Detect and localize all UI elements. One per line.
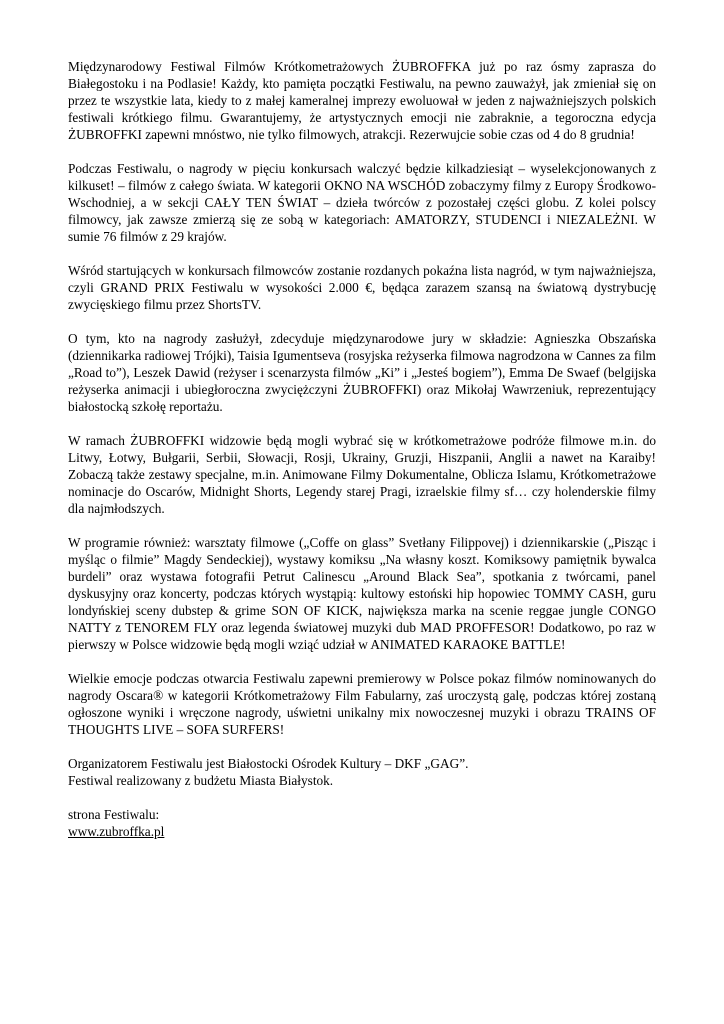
paragraph-jury: O tym, kto na nagrody zasłużył, zdecyduje międzynarodowe jury w składzie: Agnieszka Obszańska (dziennikarka radiowej Trójki), Taisia Igumentseva (rosyjska reżyserka filmowa nagrodzona w Cannes za film „Road to”), Leszek Dawid (reżyser i scenarzysta filmów „Ki” i „Jesteś bogiem”), Emma De Swaef (belgijska reżyserka animacji i ubiegłoroczna zwyciężczyni ŻUBROFFKI) oraz Mikołaj Wawrzeniuk, reprezentujący białostocką szkołę reportażu.	[68, 331, 656, 414]
paragraph-awards: Wśród startujących w konkursach filmowców zostanie rozdanych pokaźna lista nagród, w tym najważniejsza, czyli GRAND PRIX Festiwalu w wysokości 2.000 €, będąca zarazem szansą na światową dystrybucję zwycięskiego filmu przez ShortsTV.	[68, 263, 656, 312]
paragraph-festival-intro: Międzynarodowy Festiwal Filmów Krótkometrażowych ŻUBROFFKA już po raz ósmy zaprasza do Białegostoku i na Podlasie! Każdy, kto pamięta początki Festiwalu, na pewno zauważył, jak zmieniał się on przez te wszystkie lata, kiedy to z małej kameralnej imprezy ewoluował w jeden z najważniejszych polskich festiwali krótkiego filmu. Gwarantujemy, że artystycznych emocji nie zabraknie, a tegoroczna edycja ŻUBROFFKI zapewni mnóstwo, nie tylko filmowych, atrakcji. Rezerwujcie sobie czas od 4 do 8 grudnia!	[68, 59, 656, 142]
festival-website-link[interactable]: www.zubroffka.pl	[68, 824, 165, 839]
paragraph-competitions: Podczas Festiwalu, o nagrody w pięciu konkursach walczyć będzie kilkadziesiąt – wyselekcjonowanych z kilkuset! – filmów z całego świata. W kategorii OKNO NA WSCHÓD zobaczymy filmy z Europy Środkowo-Wschodniej, a w sekcji CAŁY TEN ŚWIAT – dzieła twórców z pozostałej części globu. Z kolei polscy filmowcy, jak zawsze zmierzą się ze sobą w kategoriach: AMATORZY, STUDENCI i NIEZALEŻNI. W sumie 76 filmów z 29 krajów.	[68, 161, 656, 244]
paragraph-film-journeys: W ramach ŻUBROFFKI widzowie będą mogli wybrać się w krótkometrażowe podróże filmowe m.in. do Litwy, Łotwy, Bułgarii, Serbii, Słowacji, Rosji, Ukrainy, Gruzji, Hiszpanii, Anglii a nawet na Karaiby! Zobaczą także zestawy specjalne, m.in. Animowane Filmy Dokumentalne, Oblicza Islamu, Krótkometrażowe nominacje do Oscarów, Midnight Shorts, Legendy starej Pragi, izraelskie filmy sf… czy holenderskie filmy dla najmłodszych.	[68, 433, 656, 516]
budget-line: Festiwal realizowany z budżetu Miasta Białystok.	[68, 773, 334, 788]
organizer-line: Organizatorem Festiwalu jest Białostocki Ośrodek Kultury – DKF „GAG”.	[68, 756, 469, 771]
paragraph-opening-gala: Wielkie emocje podczas otwarcia Festiwalu zapewni premierowy w Polsce pokaz filmów nominowanych do nagrody Oscara® w kategorii Krótkometrażowy Film Fabularny, zaś uroczystą galę, podczas której zostaną ogłoszone wyniki i wręczone nagrody, uświetni unikalny mix nowoczesnej muzyki i obrazu TRAINS OF THOUGHTS LIVE – SOFA SURFERS!	[68, 671, 656, 737]
festival-site-label: strona Festiwalu:	[68, 807, 160, 822]
paragraph-program-events: W programie również: warsztaty filmowe („Coffe on glass” Svetłany Filippovej) i dziennikarskie („Pisząc i myśląc o filmie” Magdy Sendeckiej), wystawy komiksu „Na własny koszt. Komiksowy pamiętnik bywalca burdeli” oraz wystawa fotografii Petrut Calinescu „Around Black Sea”, spotkania z twórcami, panel dyskusyjny oraz koncerty, podczas których wystąpią: kultowy estoński hip hopowiec TOMMY CASH, guru londyńskiej sceny dubstep & grime SON OF KICK, największa marka na scenie reggae jungle CONGO NATTY z TENOREM FLY oraz legenda światowej muzyki dub MAD PROFFESOR! Dodatkowo, po raz w pierwszy w Polsce widzowie będą mogli wziąć udział w ANIMATED KARAOKE BATTLE!	[68, 535, 656, 652]
festival-site-line	[68, 823, 656, 840]
